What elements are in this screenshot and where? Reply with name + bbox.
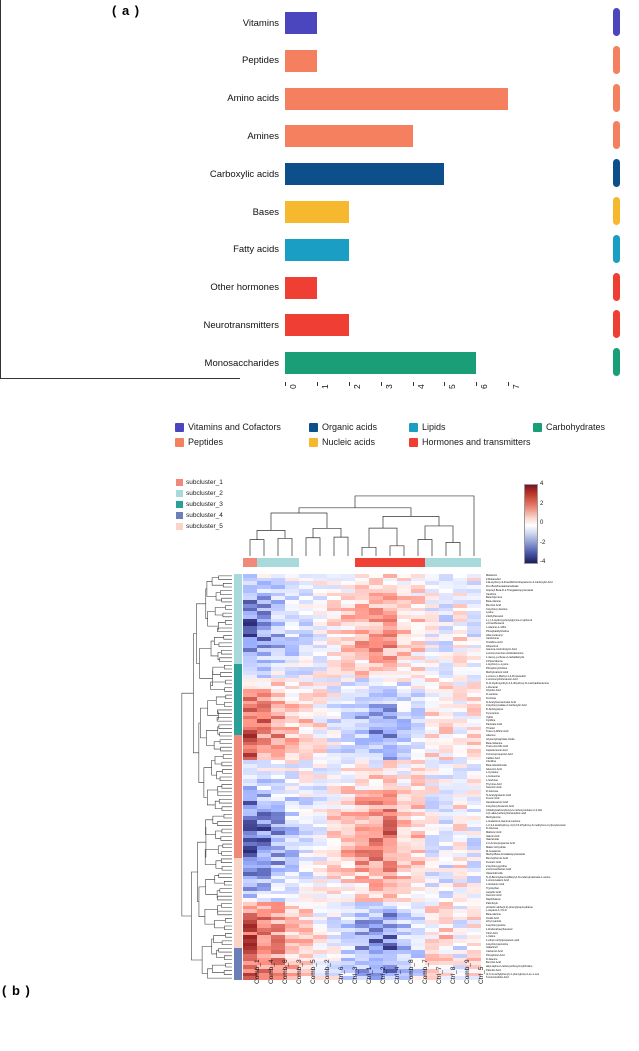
heatmap-row-label: N-Acetylglutamic Acid <box>486 793 512 797</box>
heatmap-row-label: N-(2-Benzoylamino)Butyryl-N-undecylmalonate-1-amine <box>486 875 551 879</box>
heatmap-row-label: Xanthosine <box>486 637 499 641</box>
heatmap-row-label: L-Sorbose <box>486 778 498 782</box>
heatmap-row-label: Citrulline <box>486 760 497 764</box>
heatmap-row-label: Methylamine <box>486 816 501 820</box>
colorbar-tick-label: 4 <box>540 481 544 487</box>
x-tick <box>285 382 286 386</box>
colorbar-tick-label: 0 <box>540 520 544 526</box>
bar-category-label: Bases <box>252 206 279 218</box>
panel-a-legend <box>175 422 625 452</box>
heatmap-row-label: Alloc-Isoleucyl <box>486 633 503 637</box>
subcluster-label: subcluster_5 <box>186 523 223 530</box>
legend-swatch <box>533 423 542 432</box>
heatmap-row-label: 2-Ethylhexanol <box>486 614 504 618</box>
heatmap-row-label: L-Asparto-1,3,5-D <box>486 909 507 913</box>
x-tick-label: 6 <box>479 384 490 389</box>
row-annotation-segment <box>234 574 242 664</box>
heatmap-row-label: Glycolic Acid <box>486 689 501 693</box>
heatmap-row-label: D-Alanine <box>486 957 498 961</box>
heatmap-column-label: Ctrl_6 <box>338 966 346 984</box>
heatmap-row-label: Di-n-Butylhexadecanedioate <box>486 585 519 589</box>
heatmap-row-label: Threitol <box>486 726 495 730</box>
subcluster-legend-item <box>176 489 223 499</box>
heatmap-row-label: Fructose <box>486 696 497 700</box>
heatmap-row-label: Oxalic Acid <box>486 916 499 920</box>
heatmap-row-label: 3-Aminopropanoic Acid <box>486 752 513 756</box>
heatmap-row-label: Lysine <box>486 611 494 615</box>
heatmap-row-label: D-Lactose <box>486 693 498 697</box>
heatmap-row-label: Benzoic Acid <box>486 603 501 607</box>
panel-b-heatmap <box>0 470 639 1051</box>
heatmap-row-label: Melatonin <box>486 574 498 577</box>
heatmap-row-label: 4-Amino-benzoic-Acid/Alaminine <box>486 652 524 656</box>
legend-item <box>309 437 395 447</box>
x-tick <box>317 382 318 386</box>
heatmap-row-label: L-(-)-4-Hydroxyphenylglycine-2-ylphenol <box>486 618 533 622</box>
heatmap-row-label: Aspartonemic Acid <box>486 749 508 753</box>
heatmap-row-label: Fumaric Acid <box>486 860 501 864</box>
heatmap-row-label: Caffeic Acid <box>486 756 500 760</box>
bar-row <box>247 121 521 151</box>
heatmap-column-label: Ctrl_8 <box>450 966 458 984</box>
column-annotation-segment <box>299 558 355 567</box>
heatmap-row-label: Beta-Alanine <box>486 600 501 604</box>
x-tick-label: 3 <box>383 384 394 389</box>
heatmap-row-label: Allopurinol <box>486 644 499 648</box>
x-tick <box>476 382 477 386</box>
heatmap-row-label: Carbamic Acid <box>486 950 503 954</box>
heatmap-row-label: Thymine Acid <box>486 782 502 786</box>
heatmap-row-label: L-Hydroxy-L-Lysine <box>486 663 509 667</box>
heatmap-column-label: Ctrl_5 <box>478 966 486 984</box>
category-color-strip <box>613 273 620 301</box>
heatmap-row-label: Glycerophosphate-Oxide <box>486 737 515 741</box>
heatmap-row-label: Beta-Myrcene <box>486 596 503 600</box>
heatmap-row-label: L-Galactono-Gamma-Lactone <box>486 819 521 823</box>
legend-row <box>175 422 625 432</box>
panel-b-label: ( b ) <box>2 983 31 998</box>
colorbar-tick-label: -4 <box>540 559 546 565</box>
x-tick <box>444 382 445 386</box>
heatmap-row-label: L-Isoleucine <box>486 775 500 779</box>
panel-a-label: ( a ) <box>112 3 141 18</box>
category-color-strip <box>613 46 620 74</box>
heatmap-row-label: alkyl-alpha-2-carboxyethoxyvinyl/choline <box>486 965 533 969</box>
heatmap-column-label: Comb_2 <box>324 959 332 984</box>
heatmap-row-label: Phosphoric Acid <box>486 953 505 957</box>
heatmap-row-label: Naphthalene <box>486 898 501 902</box>
legend-swatch <box>409 423 418 432</box>
bar-rect <box>285 201 349 223</box>
legend-row <box>175 437 625 447</box>
heatmap-row-label: 4-Uracilhexanol <box>486 622 505 626</box>
heatmap-row-label: 2-Aminoethanoic Acid <box>486 868 512 872</box>
bar-row <box>203 310 521 340</box>
x-tick-label: 7 <box>511 384 522 389</box>
subcluster-label: subcluster_2 <box>186 490 223 497</box>
heatmap-row-label: Adenine <box>486 734 496 738</box>
heatmap-row-label: Tryptophan <box>486 886 500 890</box>
bar-row <box>242 46 521 76</box>
heatmap-row-label: Benzoylformic Acid <box>486 857 508 861</box>
heatmap-row-label: 4-Hydroxyquinoline <box>486 942 509 946</box>
bar-rect <box>285 50 317 72</box>
heatmap-row-label: L-2,3,4-tetrahydroxy-4-(3,4,5-trihydroxy-6-methylnon-2-yl)oxyhexanal <box>486 823 566 827</box>
heatmap-row-label: prolactic alpha(1-2)-phenylpropoxylidene <box>486 905 533 909</box>
x-tick <box>349 382 350 386</box>
legend-item <box>309 422 395 432</box>
category-color-strip <box>613 197 620 225</box>
subcluster-swatch <box>176 501 183 508</box>
y-axis-line <box>0 0 1 378</box>
bar-rect <box>285 88 508 110</box>
subcluster-label: subcluster_4 <box>186 512 223 519</box>
heatmap-row-label: 1-deoxy-p-ribose-2-carbaldehyde <box>486 655 525 659</box>
subcluster-swatch <box>176 512 183 519</box>
heatmap-row-label: D-Glucose <box>486 827 499 831</box>
bar-category-label: Peptides <box>242 55 279 67</box>
heatmap-row-label: L-Decanal <box>486 685 498 689</box>
heatmap-row-label: Xanthine <box>486 592 497 596</box>
legend-label: Organic acids <box>322 422 378 432</box>
x-tick <box>413 382 414 386</box>
legend-swatch <box>175 423 184 432</box>
heatmap-column-label: Ctrl_7 <box>436 966 444 984</box>
heatmap-row-label: ethyl cyanide <box>486 920 502 924</box>
heatmap-row-label: Oleamidomide <box>486 871 503 875</box>
heatmap-column-label: Comb_7 <box>422 959 430 984</box>
bar-rect <box>285 163 444 185</box>
heatmap-row-label: Maleic Anhydride <box>486 845 506 849</box>
column-annotation-bar <box>243 558 481 567</box>
heatmap-row-label: Hexadecanoic Acid <box>486 801 509 805</box>
heatmap-colorbar <box>524 481 570 565</box>
colorbar-tick-label: 2 <box>540 500 544 507</box>
x-tick-label: 0 <box>288 384 298 389</box>
bar-row <box>252 197 521 227</box>
heatmap-column-label: Ctrl_4 <box>394 966 402 984</box>
panel-a-bar-chart <box>0 0 639 460</box>
heatmap-column-label: Comb_9 <box>464 959 472 984</box>
category-color-strip <box>613 310 620 338</box>
category-color-strip <box>613 235 620 263</box>
bar-rect <box>285 277 317 299</box>
heatmap-row-label: D-Sphingosine <box>486 708 504 712</box>
heatmap-row-label: Phosphatidylcholine <box>486 629 510 633</box>
bar-category-label: Other hormones <box>210 282 279 294</box>
heatmap-column-label: Comb_1 <box>254 959 262 984</box>
heatmap-row-label: Gluconic Acid <box>486 767 502 771</box>
heatmap-row-label: 4-(1-alkoxyethoxy)butanedioic acid <box>486 812 527 816</box>
x-tick-label: 5 <box>447 384 458 389</box>
heatmap-row-label: Beta-Glutethimide <box>486 763 507 767</box>
legend-label: Carbohydrates <box>546 422 606 432</box>
bar-row <box>210 273 521 303</box>
legend-swatch <box>409 438 418 447</box>
heatmap-row-label: Trans-Aconitic Acid <box>486 745 509 749</box>
subcluster-label: subcluster_3 <box>186 501 223 508</box>
column-annotation-segment <box>257 558 299 567</box>
legend-label: Hormones and transmitters <box>422 437 531 447</box>
subcluster-swatch <box>176 490 183 497</box>
legend-label: Vitamins and Cofactors <box>188 422 281 432</box>
legend-item <box>533 422 605 432</box>
heatmap-row-label: 2-Hydroxymalate-2-Carboxylic Acid <box>486 704 527 708</box>
row-annotation-bar <box>234 574 242 980</box>
heatmap-row-label: Kynurenine <box>486 711 500 715</box>
heatmap-row-label: L-Cysteine <box>486 771 499 775</box>
legend-label: Lipids <box>422 422 446 432</box>
subcluster-label: subcluster_1 <box>186 479 223 486</box>
bar-category-label: Neurotransmitters <box>203 319 279 331</box>
subcluster-legend-item <box>176 522 223 532</box>
heatmap-row-label: N-Acetylneuraminate Acid <box>486 700 516 704</box>
subcluster-legend-item <box>176 478 223 488</box>
legend-swatch <box>309 438 318 447</box>
heatmap-row-label: Fucoic Acid <box>486 797 500 801</box>
bar-category-label: Fatty acids <box>233 244 279 256</box>
heatmap-row-label: Methylmalonic Acid <box>486 670 509 674</box>
bar-rect <box>285 125 413 147</box>
heatmap-column-label: Ctrl_3 <box>352 966 360 984</box>
heatmap-column-label: Comb_6 <box>282 959 290 984</box>
heatmap-row-label: Pantoate Acid <box>486 722 503 726</box>
heatmap-row-label: 2-Hydroxypyridine <box>486 864 507 868</box>
subcluster-legend-item <box>176 511 223 521</box>
x-axis-line <box>0 378 240 379</box>
bar-rect <box>285 314 349 336</box>
row-annotation-segment <box>234 735 242 857</box>
heatmap-row-label: L-Glutamic Acid <box>486 883 505 887</box>
row-dendrogram <box>176 574 232 980</box>
heatmap-row-label: Palmitic Acid <box>486 968 501 972</box>
heatmap-row-label: M-Guaiacine <box>486 849 501 853</box>
heatmap-row-label: Palmitoyls <box>486 901 498 905</box>
heatmap-row-label: L-Valine <box>486 935 496 939</box>
heatmap-row-label: Succinic Acid <box>486 894 502 898</box>
x-tick <box>381 382 382 386</box>
heatmap-row-label: 1-Aminocyclohexanoic Acid <box>486 678 518 682</box>
bar-row <box>227 84 521 114</box>
bar-rect <box>285 352 476 374</box>
bar-category-label: Amines <box>247 130 279 142</box>
row-annotation-segment <box>234 858 242 948</box>
column-annotation-segment <box>355 558 425 567</box>
legend-label: Nucleic acids <box>322 437 376 447</box>
colorbar-gradient <box>524 484 538 564</box>
bar-row <box>209 159 521 189</box>
x-tick-label: 4 <box>415 384 426 389</box>
subcluster-swatch <box>176 479 183 486</box>
category-color-strip <box>613 84 620 112</box>
heatmap-column-label: Comb_5 <box>310 959 318 984</box>
heatmap-row-label: 1-Aminovaleric Acid <box>486 879 509 883</box>
row-annotation-segment <box>234 948 242 980</box>
subcluster-legend <box>176 478 223 533</box>
heatmap-row-label: (2,3,4-methylphenyl)-1-phenylprop-2-en-1-one <box>486 972 540 976</box>
heatmap-row-label: Beta-Solanine <box>486 741 503 745</box>
row-annotation-segment <box>234 664 242 735</box>
heatmap-row-label: Aspartic Acid <box>486 890 501 894</box>
bar-row <box>204 348 521 378</box>
heatmap-column-labels <box>243 959 486 1048</box>
heatmap-row-label: 3-Methylcarboxybutyl-2-methoxyoxolane-2,4-diol <box>486 808 542 812</box>
heatmap-row-label: Cytidine <box>486 719 496 723</box>
heatmap-row-labels <box>484 574 634 980</box>
heatmap-row-label: D-Glucose <box>486 790 499 794</box>
bar-category-label: Vitamins <box>242 17 279 29</box>
heatmap-row-label: Methyl-Beta-D-Galactopyranoside <box>486 853 526 857</box>
x-tick <box>508 382 509 386</box>
legend-item <box>175 437 295 447</box>
heatmap-row-label: L-Alanine-1-4-Bis <box>486 626 507 630</box>
heatmap-column-label: Ctrl_2 <box>380 966 388 984</box>
heatmap-row-label: L-Amino-1-Methyl-1-2-Propanediol <box>486 674 526 678</box>
heatmap-row-label: Trans-3-Affinic Acid <box>486 730 509 734</box>
bar-rect <box>285 12 317 34</box>
heatmap-row-label: 13a-Hydroxy-9-threoldichloroheptanone-4-Carboxylic Acid <box>486 581 553 585</box>
colorbar-tick-label: -2 <box>540 539 546 546</box>
heatmap-column-label: Comb_3 <box>296 959 304 984</box>
heatmap-row-label: 3-Hydroxy-Sarcine <box>486 607 508 611</box>
legend-swatch <box>309 423 318 432</box>
heatmap-grid <box>243 574 481 980</box>
column-annotation-segment <box>425 558 481 567</box>
heatmap-row-label: Gamma-Aminobutyric Acid <box>486 648 517 652</box>
column-annotation-segment <box>243 558 257 567</box>
heatmap-row-label: Maltonic Acid <box>486 831 502 834</box>
heatmap-column-label: Comb_4 <box>268 959 276 984</box>
heatmap-row-label: Citric Acid <box>486 931 498 935</box>
heatmap-row-label: Orotidine-Acid <box>486 641 503 645</box>
heatmap-row-label: N-(2-Hydroxyethyl)-2,3-dihydroxy-N-methylethanamine <box>486 682 549 686</box>
heatmap-row-label: 5-Aminoindolic Acid <box>486 976 509 980</box>
subcluster-swatch <box>176 523 183 530</box>
column-dendrogram <box>243 482 481 556</box>
heatmap-row-label: Benzoic Acid <box>486 961 501 965</box>
heatmap-row-label: 1-Dodecahexylhexanol <box>486 927 513 931</box>
heatmap-column-label: Comb_8 <box>408 959 416 984</box>
category-color-strip <box>613 8 620 36</box>
legend-label: Peptides <box>188 437 224 447</box>
legend-swatch <box>175 438 184 447</box>
heatmap-row-label: 1-ethyl-methylpropanoic acid <box>486 939 520 943</box>
category-color-strip <box>613 159 620 187</box>
bar-row <box>233 235 521 265</box>
legend-item <box>409 437 531 447</box>
legend-item <box>175 422 295 432</box>
category-color-strip <box>613 348 620 376</box>
subcluster-legend-item <box>176 500 223 510</box>
bar-category-label: Amino acids <box>227 93 279 105</box>
heatmap-row-label: 2-Piperidinone <box>486 659 503 663</box>
heatmap-row-label: Succinic Acid <box>486 786 502 790</box>
bar-rect <box>285 239 349 261</box>
heatmap-row-label: 2-Hydroxyhexanoic Acid <box>486 804 514 808</box>
bar-category-label: Monosaccharides <box>204 357 279 369</box>
heatmap-row-label: Galactinol <box>486 946 498 950</box>
bar-category-label: Carboxylic acids <box>209 168 279 180</box>
heatmap-row-label: 2-Butanediol <box>486 577 501 581</box>
category-color-strip <box>613 121 620 149</box>
heatmap-row-label: Phosphorylcholine <box>486 667 508 671</box>
heatmap-row-label: 4-Hydroxyproline <box>486 924 506 928</box>
heatmap-row-label: Isoproyl Beta-D-1-Thiogalactopyranoside <box>486 588 534 592</box>
heatmap-row-label: 2,3-Aminopropanoic Acid <box>486 842 515 846</box>
x-tick-label: 2 <box>351 384 362 389</box>
heatmap-row-label: Beta-Alanine <box>486 912 501 916</box>
heatmap-row-label: Valeric Acid <box>486 834 500 838</box>
heatmap-row-label: Xylitol <box>486 715 493 719</box>
x-tick-label: 1 <box>319 384 330 389</box>
heatmap-row-label: Valeramide <box>486 838 499 842</box>
legend-item <box>409 422 519 432</box>
heatmap-column-label: Ctrl_1 <box>366 966 374 984</box>
bar-row <box>242 8 521 38</box>
